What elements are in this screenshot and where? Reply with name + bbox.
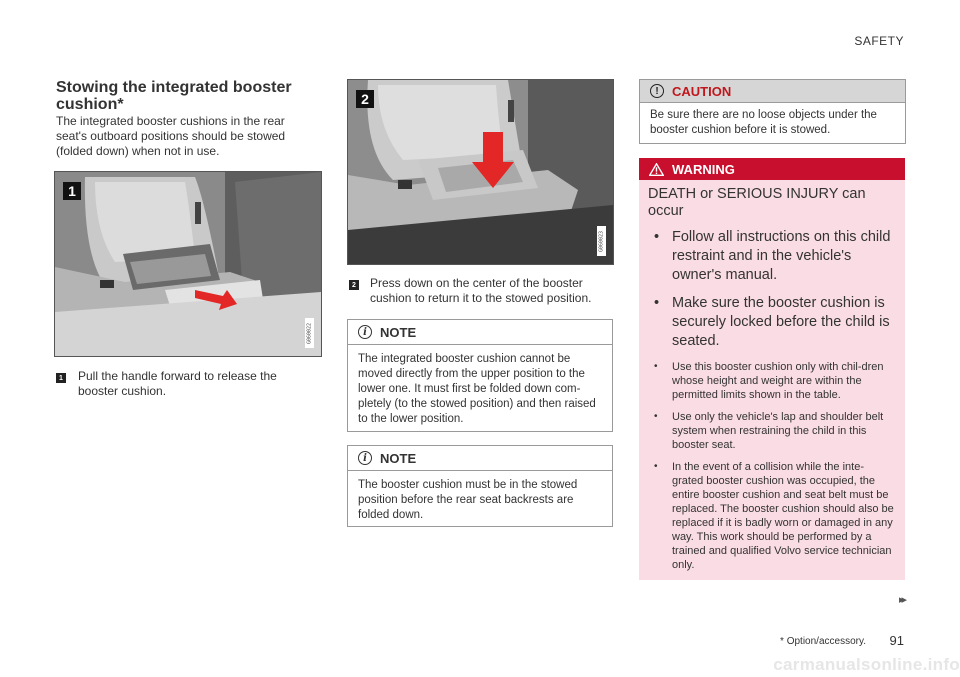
image-code: G060023 bbox=[597, 226, 606, 256]
warning-minor-list bbox=[648, 360, 895, 572]
warning-triangle-icon bbox=[649, 163, 664, 176]
watermark: carmanualsonline.info bbox=[773, 655, 960, 674]
warning-lead: DEATH or SERIOUS INJURY can occur bbox=[648, 186, 866, 219]
page-number: 91 bbox=[889, 633, 904, 648]
next-page-icon: ▸▸ bbox=[898, 594, 904, 606]
seat-illustration-2 bbox=[348, 80, 613, 264]
warning-body bbox=[639, 180, 905, 590]
caution-box bbox=[639, 79, 906, 144]
note-box bbox=[347, 319, 613, 432]
note-box bbox=[347, 445, 613, 527]
warning-title: WARNING bbox=[672, 161, 735, 177]
warning-header bbox=[639, 158, 905, 180]
note-header bbox=[348, 320, 612, 345]
section-label: SAFETY bbox=[854, 34, 904, 48]
note-title: NOTE bbox=[380, 450, 417, 466]
footnote: * Option/accessory. bbox=[780, 636, 866, 647]
step-text: Pull the handle forward to release the booster cushion. bbox=[78, 369, 277, 398]
image-badge: 1 bbox=[63, 182, 81, 200]
info-icon: i bbox=[358, 325, 372, 339]
booster-photo-1 bbox=[54, 171, 322, 357]
note-text: The integrated booster cushion cannot be moved directly from the upper position to the lower one. It must first be folded down com-pletely (to the stowed position) and then raised to the lower position. bbox=[358, 353, 596, 425]
note-text: The booster cushion must be in the stowed position before the rear seat backrests are folded down. bbox=[358, 479, 578, 521]
intro-text: The integrated booster cushions in the rear seat's outboard positions should be stowed (folded down) when not in use. bbox=[56, 114, 286, 158]
exclamation-circle-icon: ! bbox=[650, 84, 664, 98]
note-title: NOTE bbox=[380, 324, 417, 340]
caution-title: CAUTION bbox=[672, 83, 732, 99]
list-item: • Make sure the booster cushion is securely locked before the child is seated. bbox=[654, 295, 890, 349]
image-badge: 2 bbox=[356, 90, 374, 108]
list-item: • Follow all instructions on this child restraint and in the vehicle's owner's manual. bbox=[654, 229, 891, 283]
list-item: • Use this booster cushion only with chil-dren whose height and weight are within the permitted limits shown in the table. bbox=[654, 361, 884, 401]
warning-major-list bbox=[648, 228, 895, 351]
page-title: Stowing the integrated booster cushion* bbox=[56, 79, 292, 113]
seat-illustration-1 bbox=[55, 172, 321, 356]
note-header bbox=[348, 446, 612, 471]
caution-text: Be sure there are no loose objects under the booster cushion before it is stowed. bbox=[650, 109, 877, 136]
list-item: • In the event of a collision while the inte-grated booster cushion was occupied, the entire booster cushion and seat belt must be replaced. The booster cushion should also be replaced if it is badly worn or damaged in any way. This work should be performed by a trained and qualified Volvo service technician only. bbox=[654, 461, 894, 571]
list-item: • Use only the vehicle's lap and shoulder belt system when restraining the child in this booster seat. bbox=[654, 411, 884, 451]
step-number: 1 bbox=[56, 373, 66, 383]
step-text: Press down on the center of the booster cushion to return it to the stowed position. bbox=[370, 276, 592, 305]
booster-photo-2 bbox=[347, 79, 614, 265]
caution-header bbox=[640, 80, 905, 103]
warning-box bbox=[639, 158, 905, 580]
step-number: 2 bbox=[349, 280, 359, 290]
image-code: G060022 bbox=[305, 318, 314, 348]
info-icon: i bbox=[358, 451, 372, 465]
